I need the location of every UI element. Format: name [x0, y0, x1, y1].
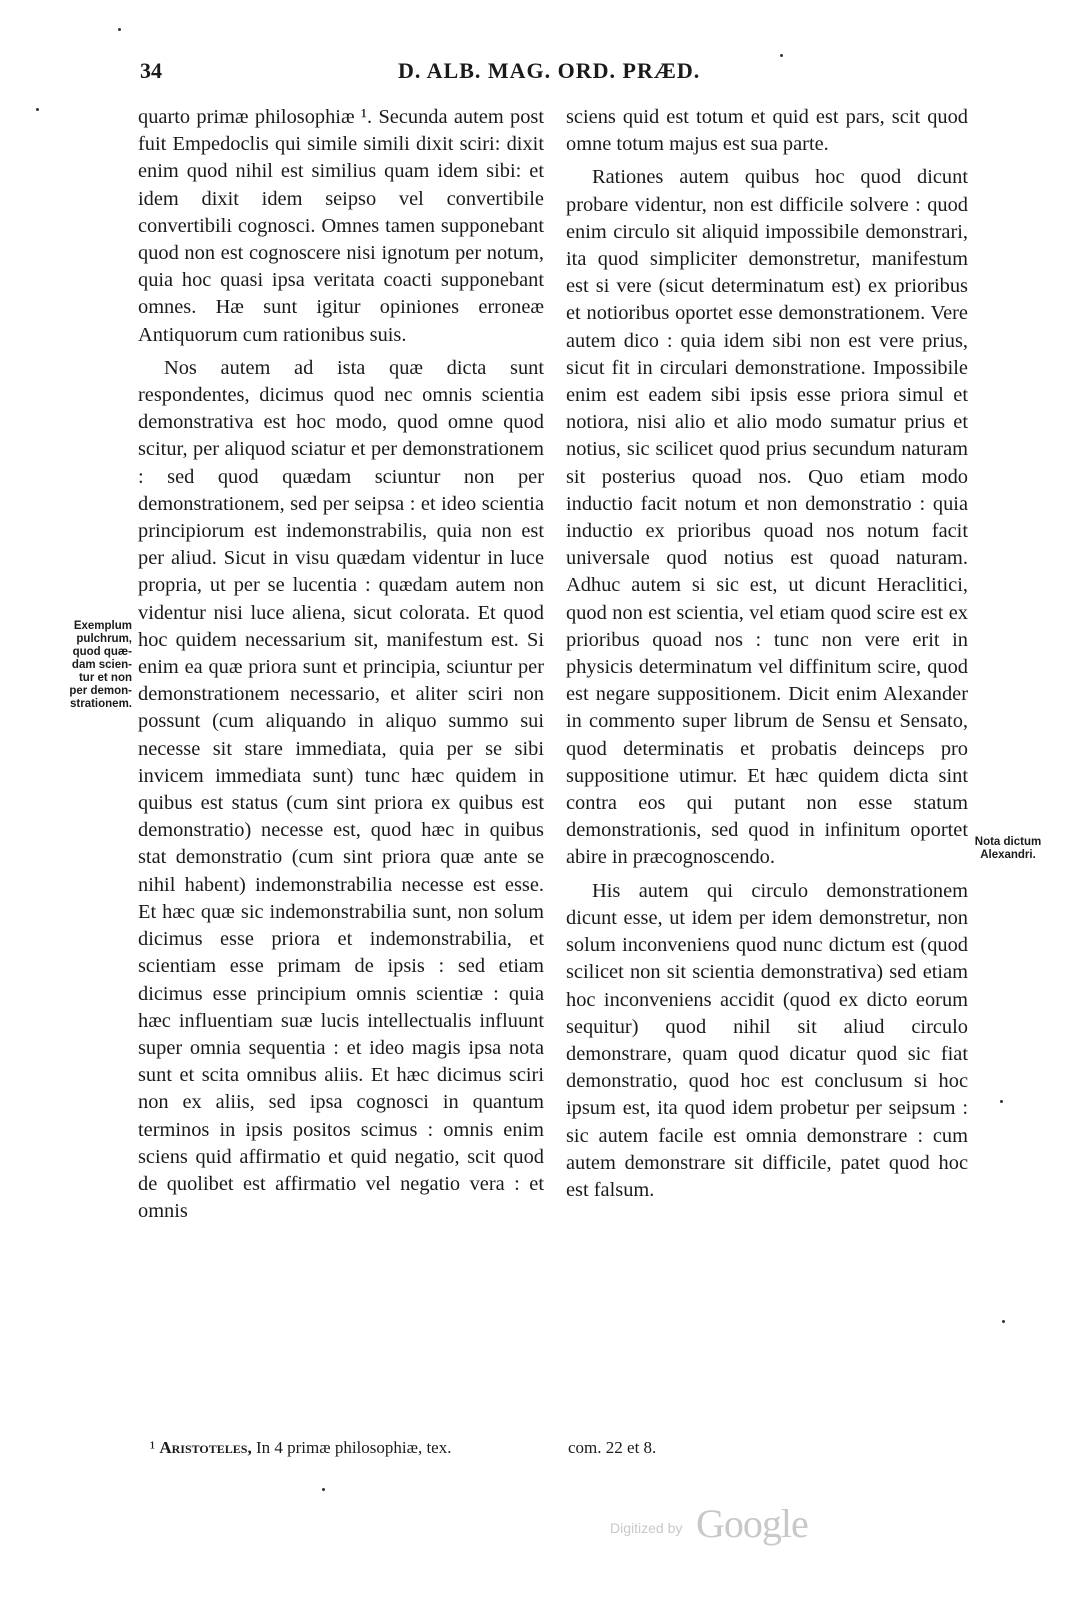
scan-speck: [322, 1488, 325, 1491]
digitized-watermark: [610, 1500, 830, 1550]
right-paragraph-2: Rationes autem quibus hoc quod dicunt probare videntur, non est difficile solvere : quod enim circulo sit aliquid impossibile demonstrari, ita quod simpliciter demonstretur, manifestum est si vere (sicut determinatum est) ex prioribus et notioribus oportet esse demonstrationem. Vere autem dico : quia idem sibi non est vere prius, sicut fit in circulari demonstratione. Impossibile enim est eadem sibi ipsis esse priora simul et notiora, nisi alio et alio modo sumatur prius et notius, sic scilicet quod prius secundum naturam sit posterius quoad nos. Quo etiam modo inductio facit notum et non demonstratio : quia inductio ex prioribus quoad nos notum facit universale quod notius est quoad naturam. Adhuc autem si sic est, ut dicunt Heraclitici, quod non est scientia, vel etiam quod scire est ex prioribus quoad nos : tunc non vere erit in physicis determinatum vel diffinitum scire, quod est negare suppositionem. Dicit enim Alexander in commento super librum de Sensu et Sensato, quod determinatis et probatis deinceps pro suppositione utimur. Et hæc quidem dicta sint contra eos qui putant non esse statum demonstrationis, sed quod in infinitum oportet abire in præcognoscendo.: [566, 166, 968, 869]
margin-note-line: quod quæ-: [72, 646, 132, 658]
margin-note-line: Exemplum: [73, 620, 132, 632]
margin-note-line: dam scien-: [71, 659, 132, 671]
footnote-continuation: com. 22 et 8.: [568, 1438, 657, 1457]
running-header: [140, 58, 970, 90]
google-logo: Google: [696, 1501, 808, 1546]
scan-speck: [1002, 1320, 1005, 1323]
right-paragraph-3: His autem qui circulo demonstrationem dicunt esse, ut idem per idem demonstretur, non solum inconveniens quod nunc dictum est (quod scilicet non sit scientia demonstrativa) sed etiam hoc inconveniens accidit (quod ex dicto eorum sequitur) quod nihil sit aliud circulo demonstrare, quam quod dicatur quod sic fiat demonstratio, quod hoc est conclusum si hoc ipsum est, ita quod idem probetur per seipsum : sic autem facile est omnia demonstrare : cum autem demonstrare sit difficile, patet quod hoc est falsum.: [566, 879, 968, 1201]
margin-note-line: Alexandri.: [980, 849, 1036, 861]
scan-speck: [118, 28, 121, 31]
scan-speck: [36, 108, 39, 111]
footnote-marker: ¹: [150, 1438, 156, 1457]
left-column: [138, 104, 544, 1225]
scan-speck: [1000, 1100, 1003, 1103]
right-column: [566, 104, 968, 1204]
margin-note-line: per demon-: [69, 685, 132, 697]
page-number: 34: [140, 58, 162, 83]
footnote-text: In 4 primæ philosophiæ, tex.: [255, 1438, 452, 1457]
right-paragraph-1: sciens quid est totum et quid est pars, scit quod omne totum majus est sua parte.: [566, 106, 968, 156]
footnote-author: Aristoteles,: [159, 1438, 252, 1457]
margin-note-right: [968, 836, 1048, 862]
margin-note-line: Nota dictum: [974, 836, 1042, 848]
watermark-caption: Digitized by: [610, 1520, 683, 1536]
running-title: D. ALB. MAG. ORD. PRÆD.: [398, 58, 701, 83]
margin-note-line: tur et non: [78, 672, 132, 684]
scan-speck: [780, 54, 783, 57]
left-paragraph-1: quarto primæ philosophiæ ¹. Secunda autem post fuit Empedoclis qui simile simili dixit sciri: dixit enim quod nihil est similius quam idem sibi: et idem dixit idem seipso vel convertibile convertibili cognosci. Omnes tamen supponebant quod non est cognoscere nisi ignotum per notum, quia hoc quasi ipsa veritata coacti supponebant omnes. Hæ sunt igitur opiniones erroneæ Antiquorum cum rationibus suis.: [138, 106, 544, 346]
margin-note-left: [40, 620, 132, 711]
left-paragraph-2: Nos autem ad ista quæ dicta sunt respondentes, dicimus quod nec omnis scientia demonstrativa est hoc modo, quod omne quod scitur, per aliquod sciatur et per demonstrationem : sed quod quædam sciuntur non per demonstrationem, sed per seipsa : et ideo scientia principiorum est indemonstrabilis, quia non est per aliud. Sicut in visu quædam videntur in luce propria, ut per se lucentia : quædam autem non videntur nisi luce aliena, sicut colorata. Et quod hoc quidem necessarium sit, manifestum est. Si enim ea quæ priora sunt et principia, sciuntur per demonstrationem necessario, et aliter sciri non possunt (cum aliquando in aliquo summo sui necesse sit stare immediata, quia per se sibi invicem immediata sunt) tunc hæc quidem in quibus est status (cum sint priora ex quibus est demonstratio) necesse est, quod hæc in quibus stat demonstratio (cum sint priora quæ ante se nihil habent) indemonstrabilia necesse est esse. Et hæc quæ sic indemonstrabilia sunt, non solum dicimus esse priora et indemonstrabilia, et scientiam esse primam de ipsis : sed etiam dicimus esse principium omnis scientiæ : quia hæc influentiam suæ lucis intellectualis influunt super omnia sequentia : et ideo magis ipsa nota sunt et scita omnibus aliis. Et hæc dicimus sciri non ex aliis, sed ipsa cognosci in quantum terminos in ipsis positos scimus : omnis enim sciens quid affirmatio et quid negatio, scit quod de quolibet est affirmatio vel negatio vera : et omnis: [138, 356, 544, 1223]
margin-note-line: pulchrum,: [76, 633, 132, 645]
margin-note-line: strationem.: [70, 698, 132, 710]
